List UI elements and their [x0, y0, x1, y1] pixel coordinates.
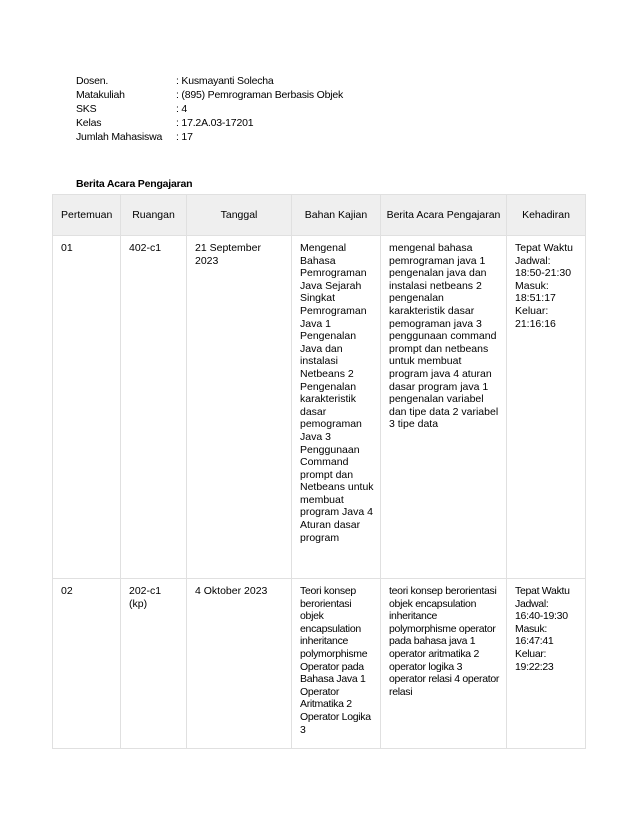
info-row-sks — [76, 102, 343, 116]
info-label: Kelas — [76, 117, 102, 129]
info-value: : (895) Pemrograman Berbasis Objek — [176, 89, 344, 101]
cell-ruangan: 402-c1 — [121, 236, 187, 579]
info-row-dosen — [76, 74, 343, 88]
header-bahan-kajian: Bahan Kajian — [292, 195, 381, 236]
cell-ruangan: 202-c1 (kp) — [121, 579, 187, 749]
table-row — [53, 579, 586, 749]
info-row-matakuliah — [76, 88, 343, 102]
info-value: : 17.2A.03-17201 — [176, 117, 254, 129]
info-value: : Kusmayanti Solecha — [176, 75, 274, 87]
info-label: Matakuliah — [76, 89, 125, 101]
header-kehadiran: Kehadiran — [507, 195, 586, 236]
header-tanggal: Tanggal — [187, 195, 292, 236]
cell-tanggal: 4 Oktober 2023 — [187, 579, 292, 749]
table-header-row — [53, 195, 586, 236]
info-value: : 17 — [176, 131, 193, 143]
header-ruangan: Ruangan — [121, 195, 187, 236]
cell-berita-acara: teori konsep berorientasi objek encapsulation inheritance polymorphisme operator pada bahasa java 1 operator aritmatika 2 operator logika 3 operator relasi 4 operator relasi — [381, 579, 507, 749]
table-row — [53, 236, 586, 579]
cell-pertemuan: 01 — [53, 236, 121, 579]
cell-berita-acara: mengenal bahasa pemrograman java 1 pengenalan java dan instalasi netbeans 2 pengenalan karakteristik dasar pemograman java 3 penggunaan command prompt dan netbeans untuk membuat program java 4 aturan dasar program java 1 pengenalan variabel dan tipe data 2 variabel 3 tipe data — [381, 236, 507, 579]
cell-kehadiran: Tepat Waktu Jadwal: 18:50-21:30 Masuk: 18:51:17 Keluar: 21:16:16 — [507, 236, 586, 579]
cell-pertemuan: 02 — [53, 579, 121, 749]
cell-bahan-kajian: Teori konsep berorientasi objek encapsulation inheritance polymorphisme Operator pada Bahasa Java 1 Operator Aritmatika 2 Operator Logika 3 — [292, 579, 381, 749]
header-berita-acara: Berita Acara Pengajaran — [381, 195, 507, 236]
cell-tanggal: 21 September 2023 — [187, 236, 292, 579]
cell-bahan-kajian: Mengenal Bahasa Pemrograman Java Sejarah Singkat Pemrograman Java 1 Pengenalan Java dan instalasi Netbeans 2 Pengenalan karakteristik dasar pemograman Java 3 Penggunaan Command prompt dan Netbeans untuk membuat program Java 4 Aturan dasar program — [292, 236, 381, 579]
berita-acara-table — [52, 194, 586, 749]
info-value: : 4 — [176, 103, 188, 115]
info-label: Dosen. — [76, 75, 109, 87]
info-row-kelas — [76, 116, 343, 130]
info-row-jumlah-mahasiswa — [76, 130, 343, 144]
course-info — [76, 74, 343, 144]
section-title: Berita Acara Pengajaran — [76, 178, 193, 190]
info-label: SKS — [76, 103, 97, 115]
header-pertemuan: Pertemuan — [53, 195, 121, 236]
cell-kehadiran: Tepat Waktu Jadwal: 16:40-19:30 Masuk: 16:47:41 Keluar: 19:22:23 — [507, 579, 586, 749]
info-label: Jumlah Mahasiswa — [76, 131, 163, 143]
